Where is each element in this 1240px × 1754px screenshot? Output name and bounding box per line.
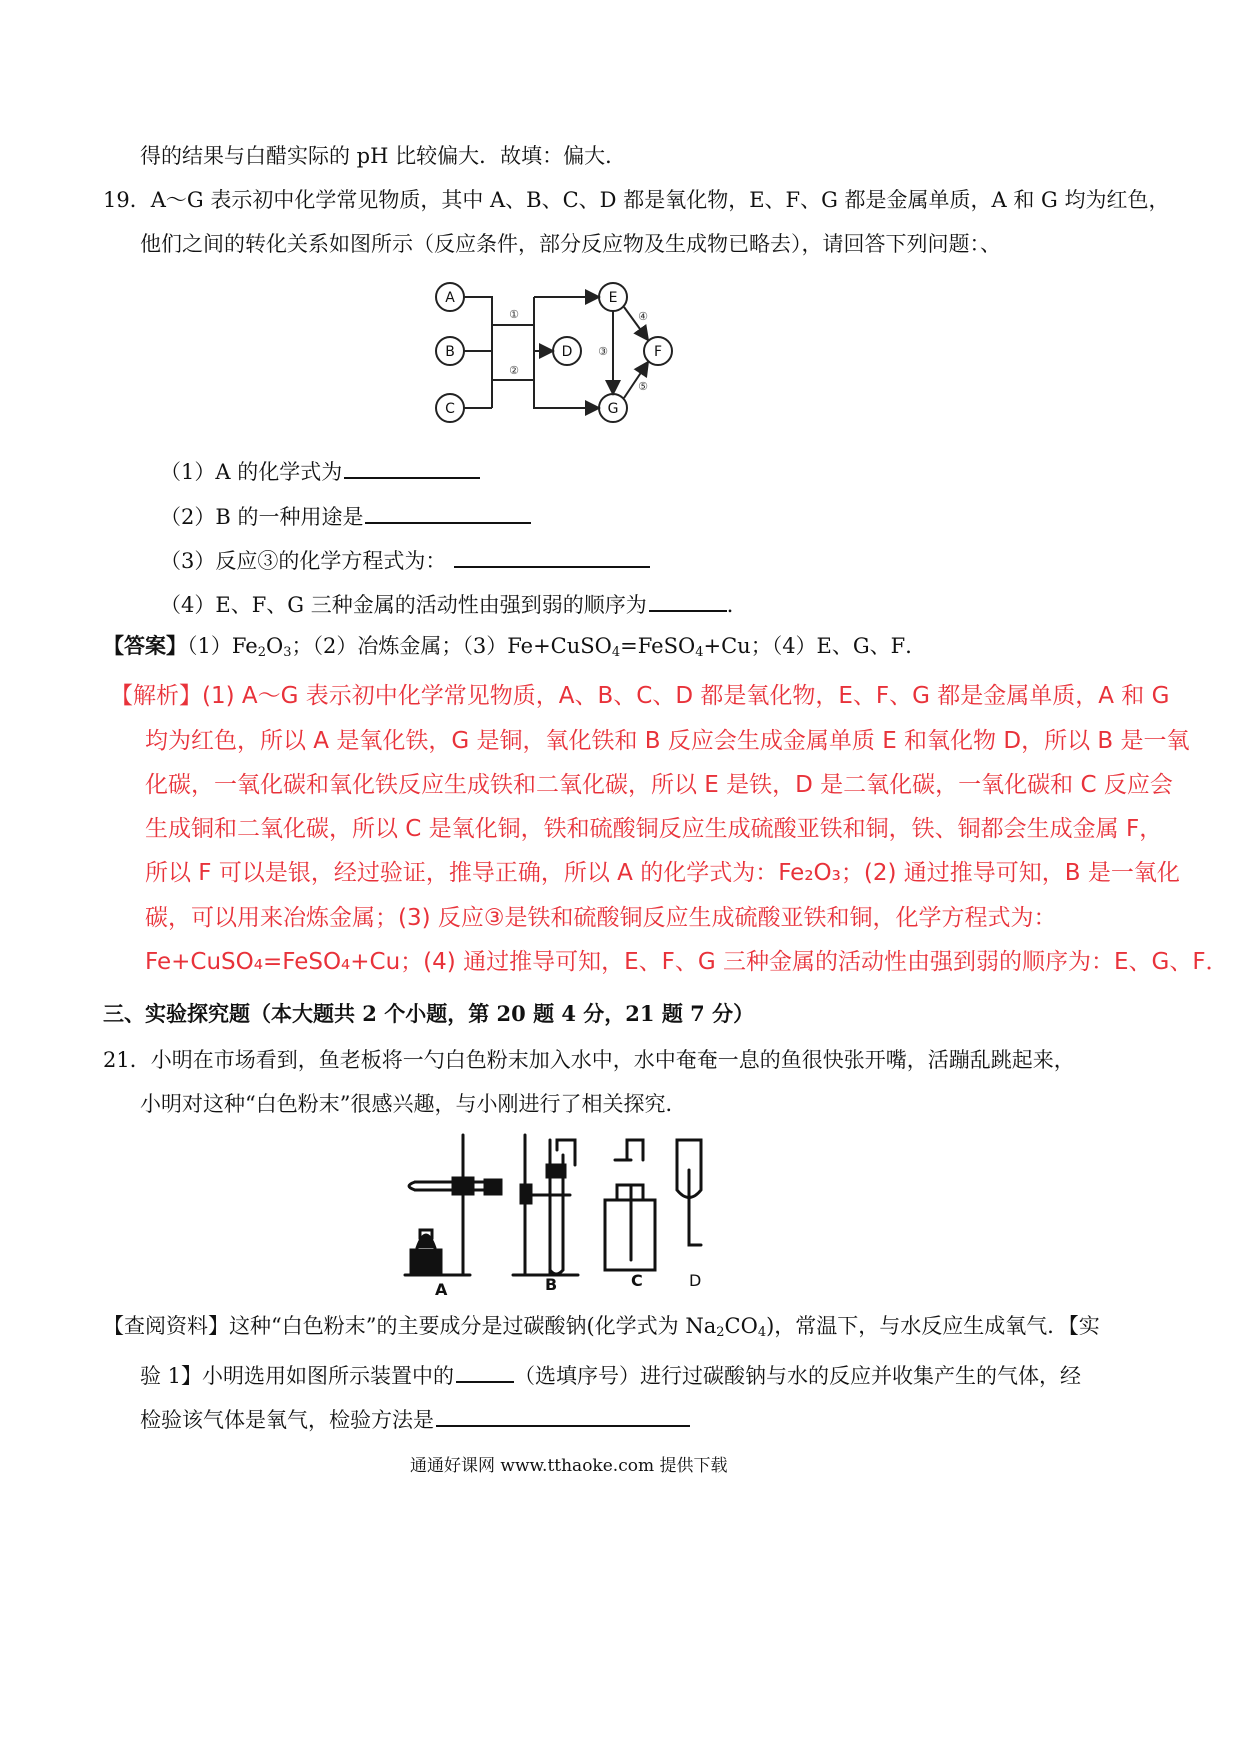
apparatus-figure <box>395 1130 725 1300</box>
node-f: F <box>653 344 663 360</box>
reaction-diagram <box>430 280 690 430</box>
node-b: B <box>445 344 455 360</box>
apparatus-label-b: B <box>545 1275 558 1294</box>
label-5: ⑤ <box>638 380 648 393</box>
sub4-text: （4）E、F、G 三种金属的活动性由强到弱的顺序为 <box>160 593 647 617</box>
answer-line <box>103 635 926 659</box>
node-d: D <box>561 344 573 360</box>
node-g: G <box>607 401 619 417</box>
answer-part: （1）Fe <box>187 634 258 658</box>
analysis-line-1: 【解析】(1) A～G 表示初中化学常见物质，A、B、C、D 都是氧化物，E、F、G 都是金属单质，A 和 G <box>110 683 1170 709</box>
answer-blank-2[interactable] <box>365 502 531 524</box>
q19-sub-1 <box>160 457 480 483</box>
sub2-text: （2）B 的一种用途是 <box>160 505 364 529</box>
answer-part: +Cu；（4）E、G、F． <box>703 634 927 658</box>
q21-line-1: 21．小明在市场看到，鱼老板将一勺白色粉末加入水中，水中奄奄一息的鱼很快张开嘴，活蹦乱跳起来， <box>103 1048 1075 1072</box>
exp-text: （选填序号）进行过碳酸钠与水的反应并收集产生的气体，经 <box>514 1364 1082 1388</box>
analysis-line-2: 均为红色，所以 A 是氧化铁，G 是铜，氧化铁和 B 反应会生成金属单质 E 和氧化物 D，所以 B 是一氧 <box>145 728 1190 754</box>
q19-sub-2 <box>160 502 531 528</box>
analysis-line-4: 生成铜和二氧化碳，所以 C 是氧化铜，铁和硫酸铜反应生成硫酸亚铁和铜，铁、铜都会生成金属 F， <box>145 816 1163 842</box>
answer-sub: 3 <box>283 645 292 660</box>
apparatus-label-d: D <box>689 1271 702 1290</box>
node-a: A <box>445 290 455 306</box>
answer-label: 【答案】 <box>103 633 187 658</box>
sub4-end: ． <box>726 593 748 617</box>
answer-sub: 4 <box>695 645 704 660</box>
apparatus-label-a: A <box>435 1280 448 1299</box>
exp-text: 验 1】小明选用如图所示装置中的 <box>140 1364 455 1388</box>
page-footer: 通通好课网 www.tthaoke.com 提供下载 <box>410 1456 728 1476</box>
label-1: ① <box>509 308 519 321</box>
info-text: 【查阅资料】这种“白色粉末”的主要成分是过碳酸钠(化学式为 Na <box>103 1314 717 1338</box>
q19-line-2: 他们之间的转化关系如图所示（反应条件，部分反应物及生成物已略去），请回答下列问题：、 <box>140 232 1001 256</box>
answer-blank-5[interactable] <box>456 1361 514 1383</box>
info-sub: 2 <box>716 1325 725 1340</box>
info-sub: 4 <box>757 1325 767 1340</box>
analysis-line-5: 所以 F 可以是银，经过验证，推导正确，所以 A 的化学式为：Fe₂O₃；(2) 通过推导可知，B 是一氧化 <box>145 860 1180 886</box>
experiment-line <box>140 1361 1081 1387</box>
q21-line-2: 小明对这种“白色粉末”很感兴趣，与小刚进行了相关探究． <box>140 1092 687 1116</box>
apparatus-label-c: C <box>631 1271 643 1290</box>
answer-sub: 2 <box>257 645 266 660</box>
answer-blank-3[interactable] <box>454 546 650 568</box>
q19-line-1: 19．A～G 表示初中化学常见物质，其中 A、B、C、D 都是氧化物，E、F、G 都是金属单质，A 和 G 均为红色， <box>103 188 1170 212</box>
q19-sub-4 <box>160 590 748 616</box>
node-e: E <box>608 290 618 306</box>
label-3: ③ <box>598 345 608 358</box>
analysis-line-3: 化碳，一氧化碳和氧化铁反应生成铁和二氧化碳，所以 E 是铁，D 是二氧化碳，一氧化碳和 C 反应会 <box>145 772 1173 798</box>
info-text: CO <box>724 1314 758 1338</box>
section-heading: 三、实验探究题（本大题共 2 个小题，第 20 题 4 分，21 题 7 分） <box>103 1001 755 1026</box>
answer-part: ；（2）冶炼金属；（3）Fe+CuSO <box>291 634 612 658</box>
node-c: C <box>445 401 455 417</box>
label-4: ④ <box>638 310 648 323</box>
answer-blank-4[interactable] <box>649 590 727 612</box>
answer-part: O <box>266 634 284 658</box>
info-text: )，常温下，与水反应生成氧气．【实 <box>766 1314 1100 1338</box>
analysis-line-6: 碳，可以用来冶炼金属；(3) 反应③是铁和硫酸铜反应生成硫酸亚铁和铜，化学方程式为： <box>145 905 1057 931</box>
continued-text: 得的结果与白醋实际的 pH 比较偏大．故填：偏大． <box>140 144 627 168</box>
q19-sub-3 <box>160 546 650 572</box>
label-2: ② <box>509 364 519 377</box>
answer-blank-1[interactable] <box>344 457 480 479</box>
analysis-line-7: Fe+CuSO₄=FeSO₄+Cu；(4) 通过推导可知，E、F、G 三种金属的活动性由强到弱的顺序为：E、G、F． <box>145 949 1229 975</box>
sub3-text: （3）反应③的化学方程式为： <box>160 549 447 573</box>
exp-text: 检验该气体是氧气，检验方法是 <box>140 1408 434 1432</box>
answer-blank-6[interactable] <box>436 1405 690 1427</box>
answer-part: =FeSO <box>620 634 696 658</box>
experiment-line-2 <box>140 1405 690 1431</box>
sub1-text: （1）A 的化学式为 <box>160 460 343 484</box>
answer-sub: 4 <box>611 645 621 660</box>
info-line <box>103 1316 1100 1339</box>
